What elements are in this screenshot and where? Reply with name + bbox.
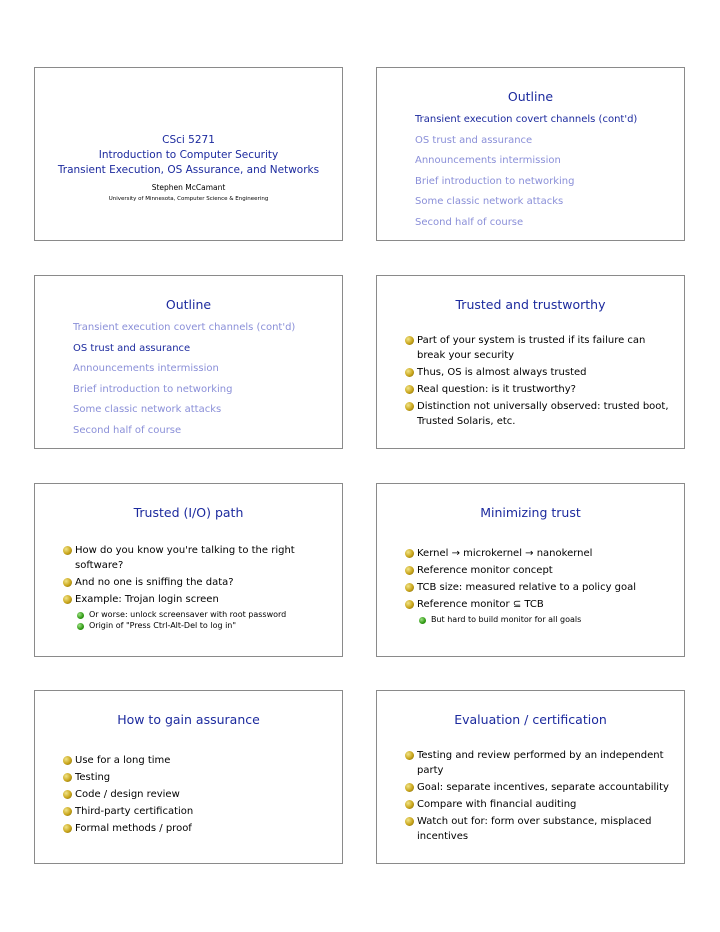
bullet-icon [63,773,72,782]
bullet-item: Part of your system is trusted if its failure can break your security [405,333,670,363]
slide-title: Outline [165,297,212,312]
bullet-item: Code / design review [63,787,328,802]
sub-bullet-icon [77,623,84,630]
bullet-icon [405,783,414,792]
title-block [35,133,342,204]
lecture-topic: Transient Execution, OS Assurance, and Networks [57,164,320,176]
bullet-icon [405,600,414,609]
affiliation: University of Minnesota, Computer Science & Engineering [108,196,269,202]
outline-item: Second half of course [73,424,182,436]
outline-item: Transient execution covert channels (cont'd) [73,322,296,333]
bullet-item: Use for a long time [63,753,328,768]
bullet-icon [405,800,414,809]
sub-bullet-item: Or worse: unlock screensaver with root password [77,609,328,620]
bullet-icon [63,807,72,816]
bullet-item: Third-party certification [63,804,328,819]
outline-list [415,113,637,236]
slide-evaluation-certification [376,690,685,864]
slide-title: How to gain assurance [117,712,260,727]
bullet-list [405,546,670,625]
outline-item: Announcements intermission [73,363,219,374]
slide-outline-2 [34,275,343,449]
bullet-item: Watch out for: form over substance, misplaced incentives [405,814,670,844]
bullet-item: Real question: is it trustworthy? [405,382,670,397]
slide-title: Trusted (I/O) path [133,505,244,520]
bullet-icon [405,566,414,575]
bullet-item: Compare with financial auditing [405,797,670,812]
bullet-icon [63,790,72,799]
bullet-icon [63,578,72,587]
slide-gain-assurance [34,690,343,864]
bullet-icon [63,595,72,604]
slide-title-page [34,67,343,241]
slide-minimizing-trust [376,483,685,657]
bullet-list [63,543,328,631]
outline-item: Second half of course [415,216,524,228]
outline-item: Some classic network attacks [73,404,222,415]
bullet-icon [405,402,414,411]
slide-trusted-path [34,483,343,657]
slide-trusted-trustworthy [376,275,685,449]
bullet-list [405,748,670,846]
bullet-item: Testing [63,770,328,785]
bullet-icon [63,756,72,765]
outline-item: Announcements intermission [415,155,561,166]
slide-title: Evaluation / certification [454,712,607,727]
course-number: CSci 5271 [162,134,215,146]
slide-outline-1 [376,67,685,241]
bullet-list [405,333,670,431]
sub-bullet-item: Origin of "Press Ctrl-Alt-Del to log in" [77,620,328,631]
bullet-icon [405,336,414,345]
bullet-icon [405,549,414,558]
bullet-icon [405,817,414,826]
bullet-item: Formal methods / proof [63,821,328,836]
bullet-item: How do you know you're talking to the right software? [63,543,328,573]
author: Stephen McCamant [151,183,226,192]
sub-bullet-item: But hard to build monitor for all goals [419,614,670,625]
course-name: Introduction to Computer Security [98,149,279,161]
bullet-icon [405,583,414,592]
outline-item: Some classic network attacks [415,196,564,207]
bullet-icon [405,751,414,760]
outline-item: Brief introduction to networking [415,175,575,187]
bullet-item: TCB size: measured relative to a policy goal [405,580,670,595]
bullet-item: And no one is sniffing the data? [63,575,328,590]
bullet-item: Reference monitor concept [405,563,670,578]
slide-title: Trusted and trustworthy [455,297,606,312]
outline-item: Brief introduction to networking [73,383,233,395]
bullet-icon [405,385,414,394]
bullet-item: Thus, OS is almost always trusted [405,365,670,380]
bullet-item: Goal: separate incentives, separate accountability [405,780,670,795]
outline-item: OS trust and assurance [73,342,191,354]
bullet-icon [405,368,414,377]
bullet-icon [63,546,72,555]
bullet-list [63,753,328,838]
outline-list [73,321,295,444]
outline-item: OS trust and assurance [415,134,533,146]
bullet-item: Testing and review performed by an independent party [405,748,670,778]
outline-item: Transient execution covert channels (cont'd) [415,114,638,125]
bullet-item: Kernel → microkernel → nanokernel [405,546,670,561]
sub-bullet-icon [77,612,84,619]
bullet-item: Example: Trojan login screen [63,592,328,607]
bullet-icon [63,824,72,833]
sub-bullet-icon [419,617,426,624]
bullet-item: Reference monitor ⊆ TCB [405,597,670,612]
bullet-item: Distinction not universally observed: trusted boot, Trusted Solaris, etc. [405,399,670,429]
slide-title: Minimizing trust [480,505,581,520]
slide-title: Outline [507,89,554,104]
